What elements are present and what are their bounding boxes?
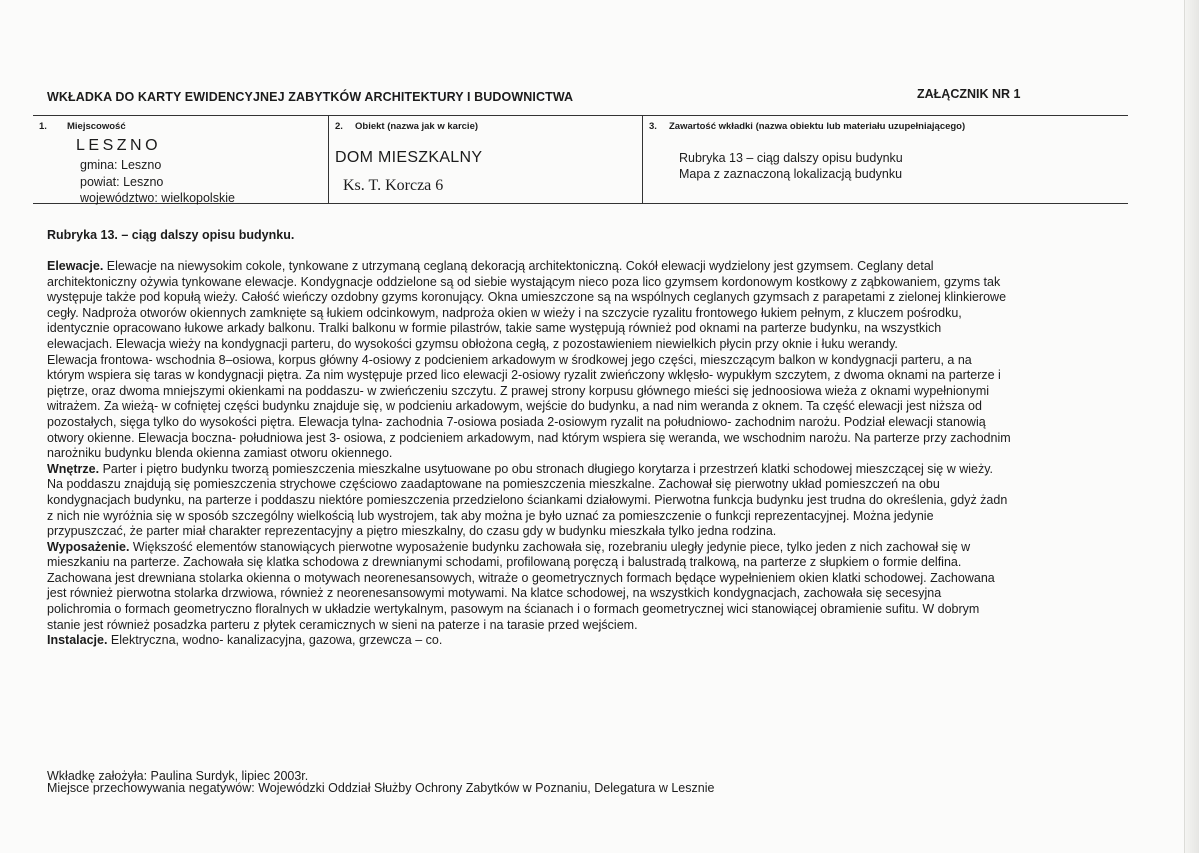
description-text: otwory okienne. Elewacja boczna- południowa jest 3- osiowa, z podcieniem arkadowym, nad którym wspiera się weranda, we wschodnim narożu. Na parterze przy zachodnim: [47, 430, 1011, 445]
description-line: [47, 477, 1137, 493]
description-text: którym wspiera się taras w kondygnacji piętra. Za nim występuje przed lico elewacji 2-osiowy ryzalit zwieńczony wklęsło- wypukłym szczytem, z dwoma oknami na parterze i: [47, 368, 1001, 383]
description-text: mieszkaniu na parterze. Zachowała się klatka schodowa z drewnianymi schodami, profilowaną poręczą i balustradą tralkową, na parterze z słupkiem o formie delfina.: [47, 555, 962, 570]
contents-column: [642, 116, 1129, 203]
description-text: kondygnacjach budynku, na parterze i poddaszu niektóre pomieszczenia przedzielono ściankami działowymi. Pierwotna funkcja budynku jest trudna do określenia, gdyż żadn: [47, 492, 1008, 507]
object-address: Ks. T. Korcza 6: [343, 177, 444, 194]
description-line: [47, 446, 1137, 462]
locality-label: Miejscowość: [67, 121, 126, 132]
description-line: [47, 540, 1137, 556]
description-line: [47, 384, 1137, 400]
description-text: polichromia o formach geometryczno floralnych w układzie wertykalnym, pasowym na ścianach i o formach geometrycznej wici stanowiącej obramienie sufitu. W dobrym: [47, 602, 980, 617]
description-text: z nich nie wyróżnia się w sposób szczególny wielkością lub wystrojem, tak aby można je było uznać za pomieszczenie o funkcji reprezentacyjnej. Można jedynie: [47, 508, 934, 523]
locality-header: [39, 121, 126, 132]
description-text: identycznie opracowano łukowe arkady balkonu. Tralki balkonu w formie pilastrów, takie same występują również pod oknami na parterze budynku, na wszystkich: [47, 321, 942, 336]
object-number: 2.: [335, 121, 343, 132]
document-title: WKŁADKA DO KARTY EWIDENCYJNEJ ZABYTKÓW ARCHITEKTURY I BUDOWNICTWA: [47, 90, 574, 104]
object-label: Obiekt (nazwa jak w karcie): [355, 121, 479, 132]
description-line: [47, 602, 1137, 618]
page-edge: [1184, 0, 1199, 853]
contents-item: Mapa z zaznaczoną lokalizacją budynku: [679, 167, 903, 181]
description-text: stanie jest również posadzka parteru z płytek ceramicznych w sieni na paterze i na tarasie przed wejściem.: [47, 617, 638, 632]
footer-author: Wkładkę założyła: Paulina Surdyk, lipiec 2003r.: [47, 769, 309, 783]
locality-number: 1.: [39, 121, 47, 132]
locality-column: [33, 116, 328, 203]
locality-gmina: gmina: Leszno: [80, 158, 162, 172]
description-text: występuje także pod kopułą wieży. Całość wieńczy ozdobny gzyms koronujący. Okna umieszczone są na wspólnych ceglanych gzymsach z parapetami z zielonej klinkierowe: [47, 290, 1007, 305]
description-text: Elektryczna, wodno- kanalizacyjna, gazowa, grzewcza – co.: [107, 633, 443, 648]
object-name: DOM MIESZKALNY: [335, 149, 483, 166]
description-text: Parter i piętro budynku tworzą pomieszczenia mieszkalne usytuowane po obu stronach długiego korytarza i przestrzeń klatki schodowej mieszczącej się w wieży.: [99, 461, 994, 476]
footer-storage: Miejsce przechowywania negatywów: Wojewódzki Oddział Służby Ochrony Zabytków w Poznaniu, Delegatura w Lesznie: [47, 781, 715, 795]
description-line: [47, 509, 1137, 525]
subsection-heading: Wnętrze.: [47, 461, 100, 476]
description-line: [47, 586, 1137, 602]
description-line: [47, 306, 1137, 322]
description-line: [47, 275, 1137, 291]
description-text: witrażem. Za wieżą- w cofniętej części budynku znajduje się, w podcieniu arkadowym, wejście do budynku, a nad nim weranda z oknem. Ta część elewacji jest niższa od: [47, 399, 982, 414]
description-text: cegły. Nadproża otworów okiennych zamknięte są łukiem odcinkowym, nadproża okien w wieży i na szczycie ryzalitu frontowego łukiem pełnym, z kluczem pośrodku,: [47, 305, 962, 320]
subsection-heading: Elewacje.: [47, 259, 104, 273]
description-line: [47, 337, 1137, 353]
description-line: [47, 415, 1137, 431]
description-line: [47, 462, 1137, 478]
description-line: [47, 633, 1137, 649]
description-line: [47, 571, 1137, 587]
description-line: [47, 259, 1137, 275]
locality-powiat: powiat: Leszno: [80, 175, 164, 189]
description-text: architektoniczny ożywia tynkowane elewacje. Kondygnacje oddzielone są od siebie wystającym nieco poza lico gzymsem kordonowym kostkowy z ząbkowaniem, gzyms tak: [47, 274, 1001, 289]
description-text: elewacjach. Elewacja wieży na kondygnacji parteru, do wysokości gzymsu obłożona cegłą, z pozostawieniem niewielkich płycin przy oknie i łuku werandy.: [47, 336, 898, 351]
description-text: pozostałych, sięga tylko do wysokości piętra. Elewacja tylna- zachodnia 7-osiowa posiada 2-osiowym ryzalit na południowo- zachodnim narożu. Podział elewacji stanowią: [47, 414, 986, 429]
description-text: Zachowana jest drewniana stolarka okienna o motywach neorenesansowych, witraże o geometrycznych formach będące wypełnieniem okien klatki schodowej. Zachowana: [47, 570, 995, 585]
description-line: [47, 321, 1137, 337]
description-text: Elewacje na niewysokim cokole, tynkowane z utrzymaną ceglaną dekoracją architektoniczną. Cokół elewacji wydzielony jest gzymsem. Ceglany detal: [103, 259, 934, 273]
description-line: [47, 290, 1137, 306]
subsection-heading: Instalacje.: [47, 633, 108, 648]
section-title: Rubryka 13. – ciąg dalszy opisu budynku.: [47, 228, 295, 242]
description-line: [47, 524, 1137, 540]
description-body: [47, 259, 1137, 649]
description-text: przypuszczać, że parter miał charakter reprezentacyjny a piętro mieszkalny, do czasu gdy w budynku mieszkała tylko jedna rodzina.: [47, 524, 777, 539]
contents-number: 3.: [649, 121, 657, 132]
description-line: [47, 399, 1137, 415]
contents-label: Zawartość wkładki (nazwa obiektu lub materiału uzupełniającego): [669, 121, 966, 132]
description-text: jest również pierwotna stolarka drzwiowa, również z neorenesansowymi motywami. Na klatce schodowej, na wszystkich kondygnacjach, zachowała się secesyjna: [47, 586, 942, 601]
description-text: narożniku budynku blenda okienna zamiast otworu okiennego.: [47, 446, 393, 461]
description-line: [47, 431, 1137, 447]
contents-item: Rubryka 13 – ciąg dalszy opisu budynku: [679, 151, 903, 165]
description-line: [47, 368, 1137, 384]
description-line: [47, 618, 1137, 634]
description-text: Większość elementów stanowiących pierwotne wyposażenie budynku zachowała się, rozebraniu uległy jedynie piece, tylko jeden z nich zachował się w: [129, 539, 971, 554]
description-line: [47, 555, 1137, 571]
description-text: piętrze, oraz dwoma mniejszymi okienkami na poddaszu- w zwieńczeniu szczytu. Z prawej strony korpusu głównego mieści się jednoosiowa wieża z oknami wypełnionymi: [47, 383, 990, 398]
identification-table: [33, 115, 1128, 204]
subsection-heading: Wyposażenie.: [47, 539, 130, 554]
annex-number: ZAŁĄCZNIK NR 1: [917, 87, 1021, 101]
object-header: [335, 121, 478, 132]
description-line: [47, 353, 1137, 369]
contents-header: [649, 121, 965, 132]
description-text: Na poddaszu znajdują się pomieszczenia strychowe częściowo zaadaptowane na pomieszczenia mieszkalne. Zachował się pierwotny układ pomieszczeń na obu: [47, 477, 940, 492]
object-column: [328, 116, 643, 203]
locality-voivodeship: województwo: wielkopolskie: [80, 191, 235, 205]
description-line: [47, 493, 1137, 509]
locality-name: LESZNO: [76, 137, 162, 154]
description-text: Elewacja frontowa- wschodnia 8–osiowa, korpus główny 4-osiowy z podcieniem arkadowym w środkowej jego części, mieszczącym balkon w kondygnacji parteru, a na: [47, 352, 972, 367]
